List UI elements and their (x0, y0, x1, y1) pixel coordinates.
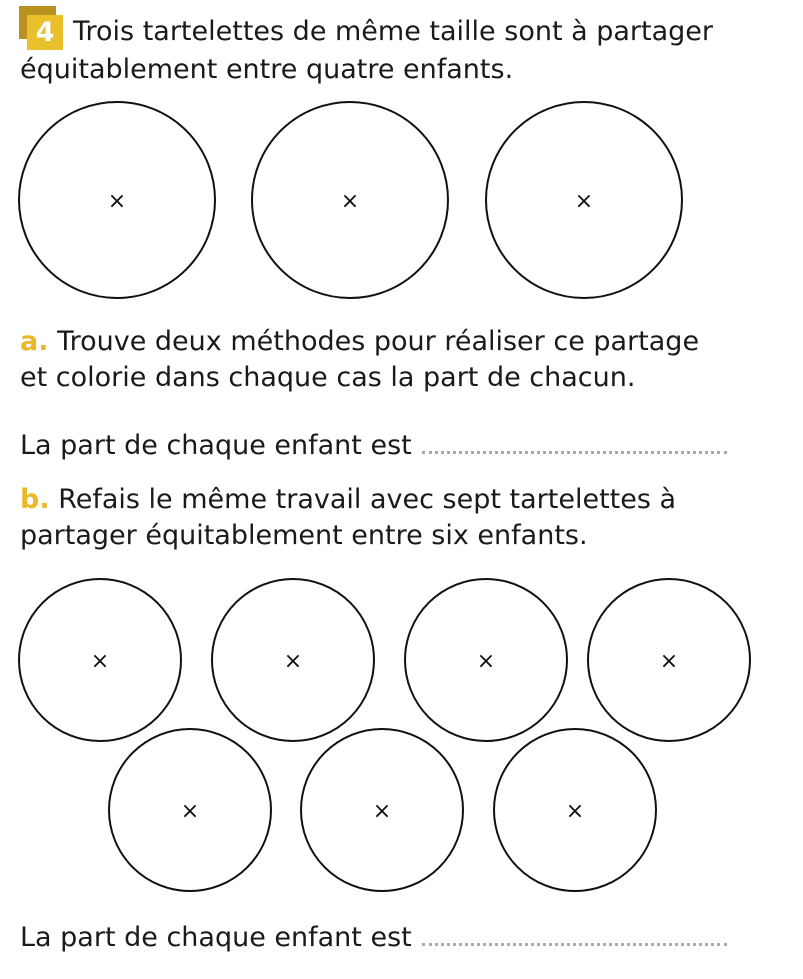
answer-prompt: La part de chaque enfant est (20, 922, 412, 953)
part-a-line1 (20, 324, 699, 360)
answer-prompt: La part de chaque enfant est (20, 430, 412, 461)
part-b-label: b. (20, 484, 50, 515)
center-mark: × (107, 189, 127, 214)
part-a-answer (20, 428, 727, 464)
part-a-label: a. (20, 326, 49, 357)
answer-blank[interactable] (422, 451, 727, 454)
exercise-number-badge: 4 (27, 15, 63, 50)
part-b-line2: partager équitablement entre six enfants. (20, 520, 588, 551)
center-mark: × (372, 799, 392, 824)
part-b-line1 (20, 482, 676, 518)
center-mark: × (180, 799, 200, 824)
center-mark: × (565, 799, 585, 824)
center-mark: × (476, 649, 496, 674)
answer-blank[interactable] (422, 943, 727, 946)
part-a-line2: et colorie dans chaque cas la part de chacun. (20, 362, 636, 393)
center-mark: × (283, 649, 303, 674)
part-a-text: Trouve deux méthodes pour réaliser ce partage (57, 326, 700, 357)
exercise-title-line1: Trois tartelettes de même taille sont à partager (73, 16, 714, 47)
part-b-text: Refais le même travail avec sept tartelettes à (58, 484, 677, 515)
center-mark: × (90, 649, 110, 674)
center-mark: × (574, 189, 594, 214)
part-b-answer (20, 920, 727, 956)
center-mark: × (340, 189, 360, 214)
exercise-title-line2: équitablement entre quatre enfants. (20, 54, 514, 85)
center-mark: × (659, 649, 679, 674)
